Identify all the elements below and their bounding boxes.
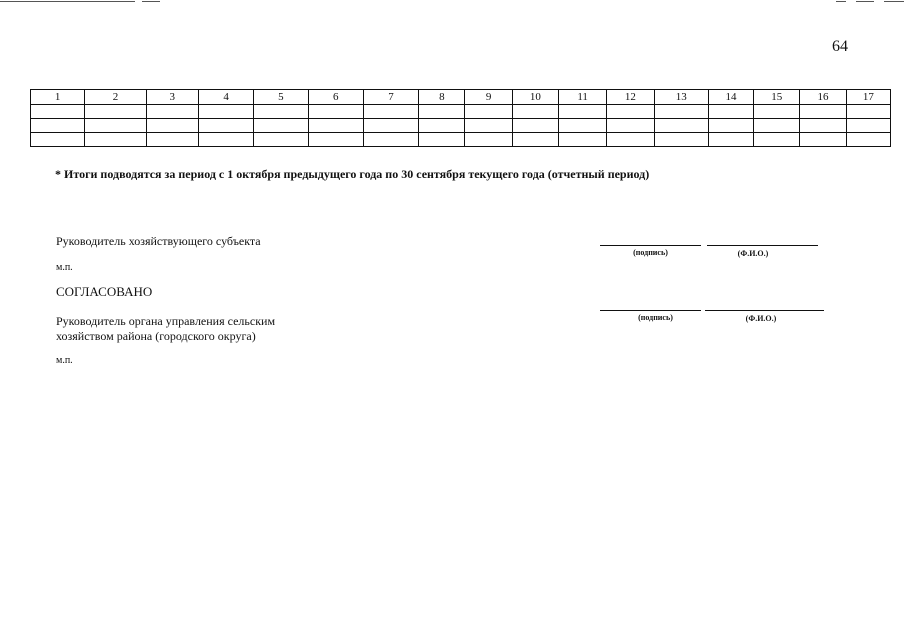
table-cell	[465, 133, 512, 147]
table-cell	[800, 105, 846, 119]
head-of-agriculture-label: Руководитель органа управления сельским хозяйством района (городского округа)	[56, 314, 276, 343]
table-cell	[85, 105, 146, 119]
table-cell	[512, 133, 558, 147]
table-cell	[85, 133, 146, 147]
table-cell	[363, 119, 418, 133]
table-cell	[254, 133, 308, 147]
column-header: 9	[465, 90, 512, 105]
table-cell	[146, 105, 198, 119]
table-cell	[708, 119, 753, 133]
signature-line	[600, 310, 701, 311]
column-header: 17	[846, 90, 890, 105]
table-cell	[308, 119, 363, 133]
table-cell	[198, 105, 253, 119]
table-cell	[708, 133, 753, 147]
column-header: 5	[254, 90, 308, 105]
data-table	[30, 89, 891, 147]
column-header: 4	[198, 90, 253, 105]
seal-place-label: м.п.	[56, 355, 73, 366]
table-cell	[254, 119, 308, 133]
column-header: 12	[607, 90, 654, 105]
table-cell	[363, 105, 418, 119]
column-header: 1	[31, 90, 85, 105]
column-header: 8	[419, 90, 465, 105]
table-cell	[708, 105, 753, 119]
table-cell	[465, 105, 512, 119]
table-cell	[254, 105, 308, 119]
table-cell	[308, 133, 363, 147]
table-cell	[846, 105, 890, 119]
table-cell	[198, 119, 253, 133]
top-scan-lines	[0, 0, 905, 4]
name-caption: (Ф.И.О.)	[737, 249, 769, 258]
table-cell	[308, 105, 363, 119]
table-cell	[846, 133, 890, 147]
table-cell	[754, 105, 800, 119]
table-cell	[654, 119, 708, 133]
column-header: 10	[512, 90, 558, 105]
table-cell	[146, 133, 198, 147]
table-cell	[363, 133, 418, 147]
table-cell	[654, 105, 708, 119]
footnote: * Итоги подводятся за период с 1 октября предыдущего года по 30 сентября текущего года (отчетный период)	[55, 167, 650, 181]
table-cell	[465, 119, 512, 133]
table-cell	[559, 133, 607, 147]
column-header: 3	[146, 90, 198, 105]
table-cell	[754, 119, 800, 133]
table-cell	[512, 105, 558, 119]
table-row	[31, 105, 891, 119]
table-cell	[512, 119, 558, 133]
signature-caption: (подпись)	[638, 313, 673, 322]
table-cell	[800, 133, 846, 147]
column-header: 2	[85, 90, 146, 105]
table-cell	[654, 133, 708, 147]
table-cell	[754, 133, 800, 147]
column-header: 15	[754, 90, 800, 105]
table-cell	[31, 105, 85, 119]
table-cell	[419, 119, 465, 133]
table-cell	[31, 119, 85, 133]
column-header: 7	[363, 90, 418, 105]
table-cell	[607, 119, 654, 133]
column-header: 13	[654, 90, 708, 105]
table-cell	[419, 133, 465, 147]
column-header: 16	[800, 90, 846, 105]
table-cell	[419, 105, 465, 119]
table-cell	[198, 133, 253, 147]
table-cell	[85, 119, 146, 133]
table-body	[31, 105, 891, 147]
name-caption: (Ф.И.О.)	[745, 314, 777, 323]
column-header: 6	[308, 90, 363, 105]
table-cell	[800, 119, 846, 133]
page-number: 64	[832, 38, 848, 55]
table-cell	[31, 133, 85, 147]
table-cell	[146, 119, 198, 133]
name-line	[707, 245, 818, 246]
signature-line	[600, 245, 701, 246]
table-cell	[607, 105, 654, 119]
table-header-row	[31, 90, 891, 105]
signature-caption: (подпись)	[633, 248, 668, 257]
seal-place-label: м.п.	[56, 262, 73, 273]
table-cell	[607, 133, 654, 147]
table-cell	[559, 105, 607, 119]
table-row	[31, 119, 891, 133]
table-cell	[559, 119, 607, 133]
table-cell	[846, 119, 890, 133]
agreed-heading: СОГЛАСОВАНО	[56, 284, 153, 299]
table-row	[31, 133, 891, 147]
head-of-entity-label: Руководитель хозяйствующего субъекта	[56, 234, 261, 248]
name-line	[705, 310, 824, 311]
column-header: 14	[708, 90, 753, 105]
column-header: 11	[559, 90, 607, 105]
